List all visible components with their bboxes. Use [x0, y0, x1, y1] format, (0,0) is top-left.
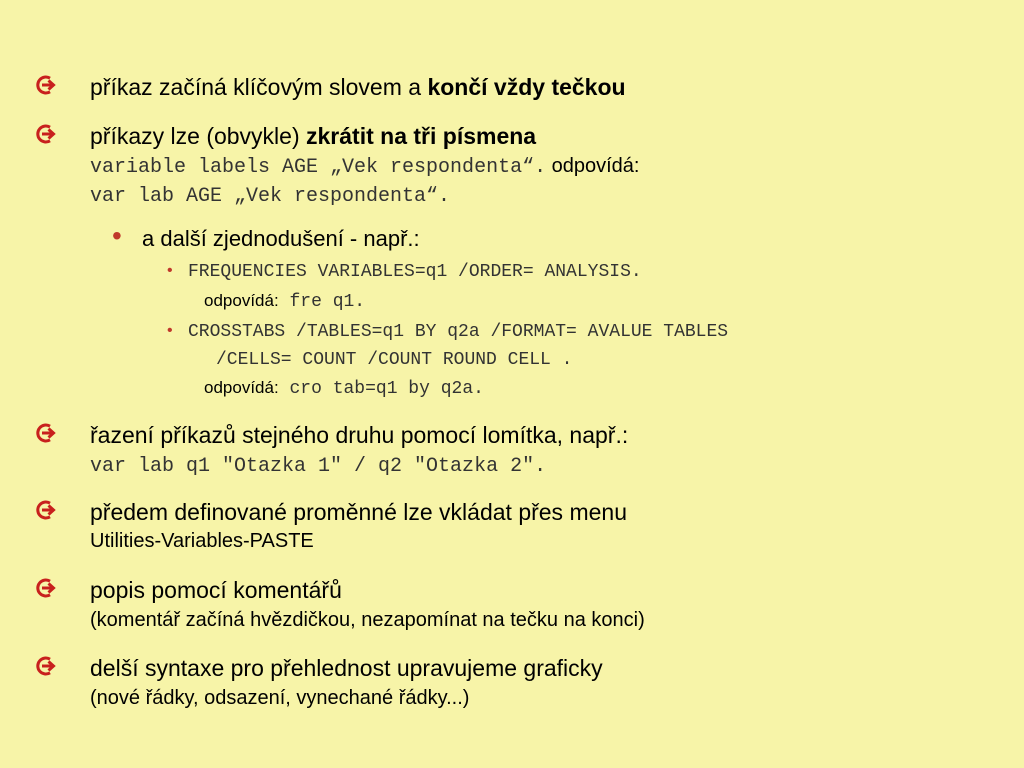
code-line: var lab q1 "Otazka 1" / q2 "Otazka 2".: [90, 455, 547, 478]
arrow-circle-icon: [36, 422, 58, 444]
item-text: řazení příkazů stejného druhu pomocí lomítka, např.:: [90, 422, 629, 448]
code-line: /CELLS= COUNT /COUNT ROUND CELL .: [216, 350, 573, 370]
item-text: popis pomocí komentářů: [90, 577, 342, 603]
item-text: příkazy lze (obvykle) zkrátit na tři písmena: [90, 123, 537, 149]
item-bold-text: končí vždy tečkou: [427, 74, 626, 100]
bullet-dot-icon: •: [112, 220, 122, 251]
code-line: FREQUENCIES VARIABLES=q1 /ORDER= ANALYSIS.: [188, 262, 642, 282]
arrow-circle-icon: [36, 577, 58, 599]
equivalent-line: odpovídá: fre q1.: [204, 291, 366, 312]
sub-bullet-text: a další zjednodušení - např.:: [142, 226, 420, 251]
item-subtext: Utilities-Variables-PASTE: [90, 530, 314, 552]
item-text: příkaz začíná klíčovým slovem a končí vždy tečkou: [90, 74, 626, 100]
arrow-circle-icon: [36, 499, 58, 521]
arrow-circle-icon: [36, 123, 58, 145]
item-text: předem definované proměnné lze vkládat přes menu: [90, 499, 627, 525]
code-line: var lab AGE „Vek respondenta“.: [90, 185, 451, 208]
bullet-dot-icon: •: [167, 262, 173, 279]
item-subtext: (nové řádky, odsazení, vynechané řádky...): [90, 687, 470, 709]
item-subtext: (komentář začíná hvězdičkou, nezapomínat na tečku na konci): [90, 609, 645, 631]
equivalent-line: odpovídá: cro tab=q1 by q2a.: [204, 378, 484, 399]
arrow-circle-icon: [36, 655, 58, 677]
item-bold-text: zkrátit na tři písmena: [306, 123, 537, 149]
code-line: variable labels AGE „Vek respondenta“. odpovídá:: [90, 155, 640, 179]
item-text: delší syntaxe pro přehlednost upravujeme graficky: [90, 655, 603, 681]
code-line: CROSSTABS /TABLES=q1 BY q2a /FORMAT= AVALUE TABLES: [188, 322, 729, 342]
bullet-dot-icon: •: [167, 322, 173, 339]
arrow-circle-icon: [36, 74, 58, 96]
